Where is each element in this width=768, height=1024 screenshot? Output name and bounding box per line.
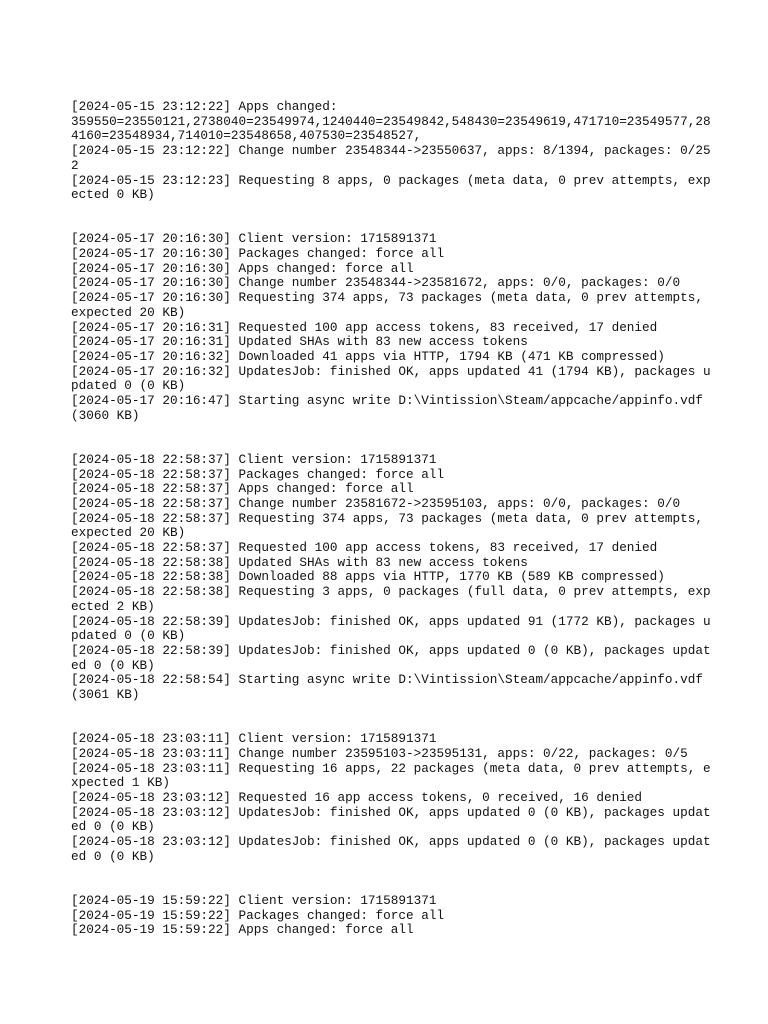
log-block [71,232,711,423]
log-line: [2024-05-15 23:12:22] Apps changed: [71,99,346,114]
log-line: [2024-05-18 22:58:37] Requested 100 app access tokens, 83 received, 17 denied [71,540,658,556]
log-line: [2024-05-18 22:58:37] Client version: 1715891371 [71,451,437,467]
log-line: [2024-05-18 22:58:37] Requesting 374 apps, 73 packages (meta data, 0 prev attempts, expected 20 KB) [71,510,711,541]
log-line: [2024-05-15 23:12:23] Requesting 8 apps, 0 packages (meta data, 0 prev attempts, expected 0 KB) [71,172,711,203]
log-line: [2024-05-18 23:03:12] UpdatesJob: finished OK, apps updated 0 (0 KB), packages updated 0 (0 KB) [71,804,711,835]
log-line: [2024-05-19 15:59:22] Client version: 1715891371 [71,892,437,908]
log-line: [2024-05-18 22:58:37] Change number 23581672->23595103, apps: 0/0, packages: 0/0 [71,495,681,511]
log-line: [2024-05-18 23:03:12] Requested 16 app access tokens, 0 received, 16 denied [71,790,643,805]
log-line: [2024-05-18 22:58:38] Requesting 3 apps, 0 packages (full data, 0 prev attempts, expected 2 KB) [71,584,711,614]
log-line: [2024-05-18 22:58:39] UpdatesJob: finished OK, apps updated 91 (1772 KB), packages updated 0 (0 KB) [71,613,711,644]
log-line: [2024-05-18 23:03:11] Change number 23595103->23595131, apps: 0/22, packages: 0/5 [71,745,688,761]
log-line: [2024-05-17 20:16:32] UpdatesJob: finished OK, apps updated 41 (1794 KB), packages updated 0 (0 KB) [71,363,711,394]
log-line: [2024-05-18 23:03:12] UpdatesJob: finished OK, apps updated 0 (0 KB), packages updated 0 (0 KB) [71,834,711,864]
log-line: [2024-05-17 20:16:30] Change number 23548344->23581672, apps: 0/0, packages: 0/0 [71,275,681,291]
log-line: [2024-05-17 20:16:30] Client version: 1715891371 [71,231,437,247]
log-line: [2024-05-17 20:16:32] Downloaded 41 apps via HTTP, 1794 KB (471 KB compressed) [71,348,665,364]
log-line: [2024-05-18 22:58:38] Downloaded 88 apps via HTTP, 1770 KB (589 KB compressed) [71,569,665,585]
log-block [71,894,711,938]
log-line: [2024-05-17 20:16:31] Requested 100 app access tokens, 83 received, 17 denied [71,319,658,335]
log-line: [2024-05-18 22:58:54] Starting async write D:\Vintission\Steam/appcache/appinfo.vdf (3061 KB) [71,672,711,703]
log-line: [2024-05-18 22:58:39] UpdatesJob: finished OK, apps updated 0 (0 KB), packages updated 0 (0 KB) [71,642,711,673]
log-line: [2024-05-17 20:16:30] Apps changed: force all [71,260,414,276]
log-block [71,732,711,864]
log-line: [2024-05-18 22:58:37] Packages changed: force all [71,466,445,482]
log-line: [2024-05-18 22:58:38] Updated SHAs with 83 new access tokens [71,554,528,570]
log-block [71,453,711,703]
log-line: [2024-05-18 23:03:11] Requesting 16 apps, 22 packages (meta data, 0 prev attempts, expected 1 KB) [71,760,711,791]
log-document [71,100,711,938]
log-line: [2024-05-17 20:16:30] Requesting 374 apps, 73 packages (meta data, 0 prev attempts, expected 20 KB) [71,290,711,320]
log-line: [2024-05-17 20:16:31] Updated SHAs with 83 new access tokens [71,334,528,350]
log-line: [2024-05-17 20:16:47] Starting async write D:\Vintission\Steam/appcache/appinfo.vdf (3060 KB) [71,393,711,423]
log-line: 359550=23550121,2738040=23549974,1240440=23549842,548430=23549619,471710=23549577,284160=23548934,714010=23548658,407530=23548527, [71,113,711,144]
log-line: [2024-05-18 22:58:37] Apps changed: force all [71,481,414,497]
log-line: [2024-05-15 23:12:22] Change number 23548344->23550637, apps: 8/1394, packages: 0/252 [71,143,711,173]
log-block [71,100,711,203]
log-line: [2024-05-19 15:59:22] Packages changed: force all [71,907,445,923]
log-line: [2024-05-19 15:59:22] Apps changed: force all [71,922,414,938]
log-line: [2024-05-17 20:16:30] Packages changed: force all [71,246,445,262]
log-line: [2024-05-18 23:03:11] Client version: 1715891371 [71,731,437,747]
